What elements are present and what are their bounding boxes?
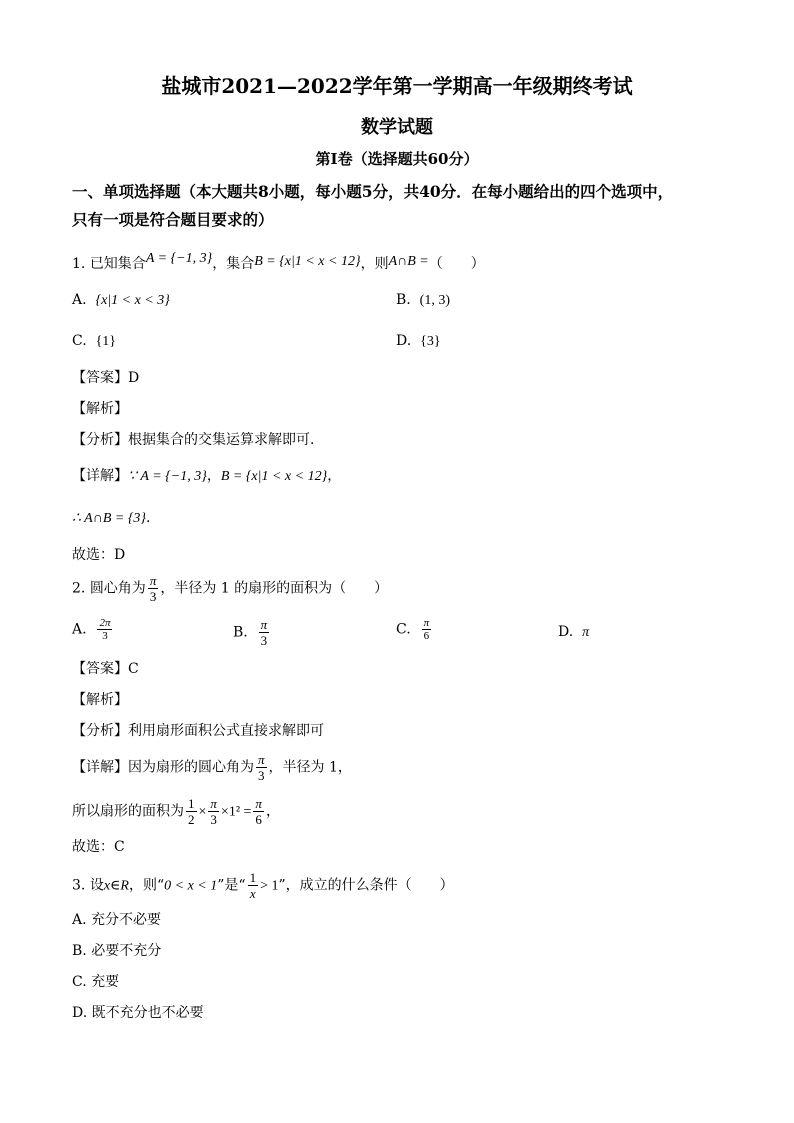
choose-value: D [114, 547, 126, 563]
option-label: D. [396, 333, 412, 349]
intersection-expr: A∩B = [388, 254, 429, 269]
stem-text: ”是“ [217, 877, 246, 894]
q2-analysis-label: 【解析】 [72, 692, 128, 708]
stem-text: 设 [89, 877, 104, 894]
detail-label: 【详解】 [72, 759, 128, 776]
q2-detail [72, 752, 352, 783]
question-2-stem [72, 573, 388, 604]
set-a: A = {−1, 3} [145, 251, 213, 266]
q2-option-b [233, 617, 271, 648]
q1-choose [72, 545, 125, 565]
q2-area [72, 796, 280, 827]
stem-text: ，半径为 1 的扇形的面积为（ ） [160, 580, 389, 597]
conclusion-end: . [146, 510, 151, 526]
section-heading-line1: 一、单项选择题（本大题共8小题，每小题5分，共40分．在每小题给出的四个选项中， [72, 182, 674, 201]
detail-label: 【详解】 [72, 468, 128, 484]
section-heading-line2: 只有一项是符合题目要求的） [72, 210, 274, 229]
fraction [97, 617, 112, 642]
stem-expr: x∈R [103, 878, 129, 894]
fraction-numerator: π [423, 617, 430, 629]
stem-expr: 0 < x < 1 [164, 878, 218, 894]
q1-option-b [396, 290, 450, 311]
fraction-numerator: π [255, 796, 262, 811]
fraction-numerator: π [149, 573, 157, 588]
option-value: {3} [420, 334, 441, 349]
question-3-stem [72, 870, 454, 901]
fraction-denominator: 6 [255, 812, 262, 827]
option-value: (1, 3) [419, 293, 450, 308]
detail-sep: ， [327, 468, 342, 484]
fenxi-text: 根据集合的交集运算求解即可. [128, 432, 315, 448]
fraction [186, 796, 197, 827]
stem-text: ”，成立的什么条件（ ） [278, 877, 454, 894]
q2-choose [72, 837, 125, 857]
fraction [259, 617, 270, 648]
q3-option-d: D. 既不充分也不必要 [72, 1005, 204, 1021]
answer-value: D [128, 370, 140, 386]
q1-option-d [396, 331, 441, 352]
choose-label: 故选： [72, 547, 114, 563]
stem-text: ，则 [360, 256, 389, 272]
option-label: C. [72, 333, 87, 349]
fraction-numerator: 2π [99, 617, 111, 629]
answer-paren: （ ） [428, 256, 485, 272]
detail-expr: B = {x|1 < x < 12} [220, 469, 328, 484]
option-label: B. [396, 292, 411, 308]
fraction-numerator: 1 [249, 870, 257, 885]
fraction-denominator: 3 [149, 589, 157, 604]
fraction [208, 796, 219, 827]
fraction-denominator: x [249, 886, 256, 901]
area-text: 所以扇形的面积为 [72, 803, 184, 820]
q1-option-a [72, 290, 170, 311]
fraction-denominator: 6 [423, 630, 430, 642]
q2-option-a [72, 617, 114, 642]
detail-sep: ， [206, 468, 221, 484]
detail-expr: ∵ A = {−1, 3} [128, 469, 207, 484]
question-number: 3. [72, 877, 86, 894]
fraction-denominator: 3 [260, 633, 268, 648]
fraction-denominator: 3 [102, 630, 108, 642]
q1-conclusion [72, 508, 150, 529]
conclusion-expr: ∴ A∩B = {3} [72, 511, 147, 526]
q2-option-c [396, 617, 433, 642]
fraction [253, 796, 264, 827]
answer-label: 【答案】 [72, 370, 128, 386]
fraction [422, 617, 432, 642]
set-b: B = {x|1 < x < 12} [254, 254, 361, 269]
question-number: 1. [72, 256, 86, 272]
fraction-numerator: π [260, 617, 268, 632]
choose-label: 故选： [72, 839, 114, 855]
q3-option-b: B. 必要不充分 [72, 943, 162, 959]
choose-value: C [114, 839, 125, 855]
q1-analysis-label: 【解析】 [72, 401, 128, 417]
option-label: A. [72, 292, 87, 308]
fraction-numerator: 1 [188, 796, 195, 811]
stem-text: 已知集合 [89, 256, 146, 272]
area-end: ， [265, 803, 280, 820]
answer-value: C [128, 661, 139, 677]
q1-option-c [72, 331, 116, 352]
fraction-denominator: 3 [210, 812, 217, 827]
times-sign: × [198, 804, 207, 820]
fraction-denominator: 2 [188, 812, 195, 827]
option-value: π [582, 625, 590, 640]
fenxi-label: 【分析】 [72, 432, 128, 448]
question-number: 2. [72, 580, 86, 597]
stem-text: 圆心角为 [89, 580, 146, 597]
q2-answer [72, 659, 139, 679]
q2-fenxi [72, 721, 324, 741]
area-expr: ×1² = [220, 804, 252, 820]
option-label: A. [72, 621, 87, 638]
q3-option-c: C. 充要 [72, 974, 120, 990]
q3-option-a: A. 充分不必要 [72, 912, 162, 928]
question-1-stem [72, 251, 485, 275]
option-value: {1} [95, 334, 117, 349]
q2-option-d [558, 622, 589, 643]
fenxi-label: 【分析】 [72, 723, 128, 739]
fraction-numerator: π [258, 752, 265, 767]
fraction [256, 752, 267, 783]
fraction [248, 870, 259, 901]
exam-subtitle: 数学试题 [361, 117, 433, 138]
option-value: {x|1 < x < 3} [95, 293, 170, 308]
fraction-numerator: π [210, 796, 217, 811]
option-label: D. [558, 624, 574, 640]
stem-text: ，则“ [128, 877, 165, 894]
fenxi-text: 利用扇形面积公式直接求解即可 [128, 723, 324, 739]
q1-answer [72, 368, 139, 388]
stem-expr: > 1 [260, 878, 279, 894]
option-label: B. [233, 624, 248, 641]
exam-title: 盐城市2021—2022学年第一学期高一年级期终考试 [161, 74, 633, 98]
answer-label: 【答案】 [72, 661, 128, 677]
option-label: C. [396, 621, 411, 638]
q1-detail [72, 466, 341, 487]
detail-text: 因为扇形的圆心角为 [128, 759, 254, 776]
fraction-denominator: 3 [258, 768, 265, 783]
q1-fenxi [72, 430, 314, 450]
fraction [148, 573, 159, 604]
detail-text: ，半径为 1， [268, 759, 352, 776]
volume-heading: 第I卷（选择题共60分） [315, 150, 479, 168]
stem-text: ，集合 [212, 256, 255, 272]
